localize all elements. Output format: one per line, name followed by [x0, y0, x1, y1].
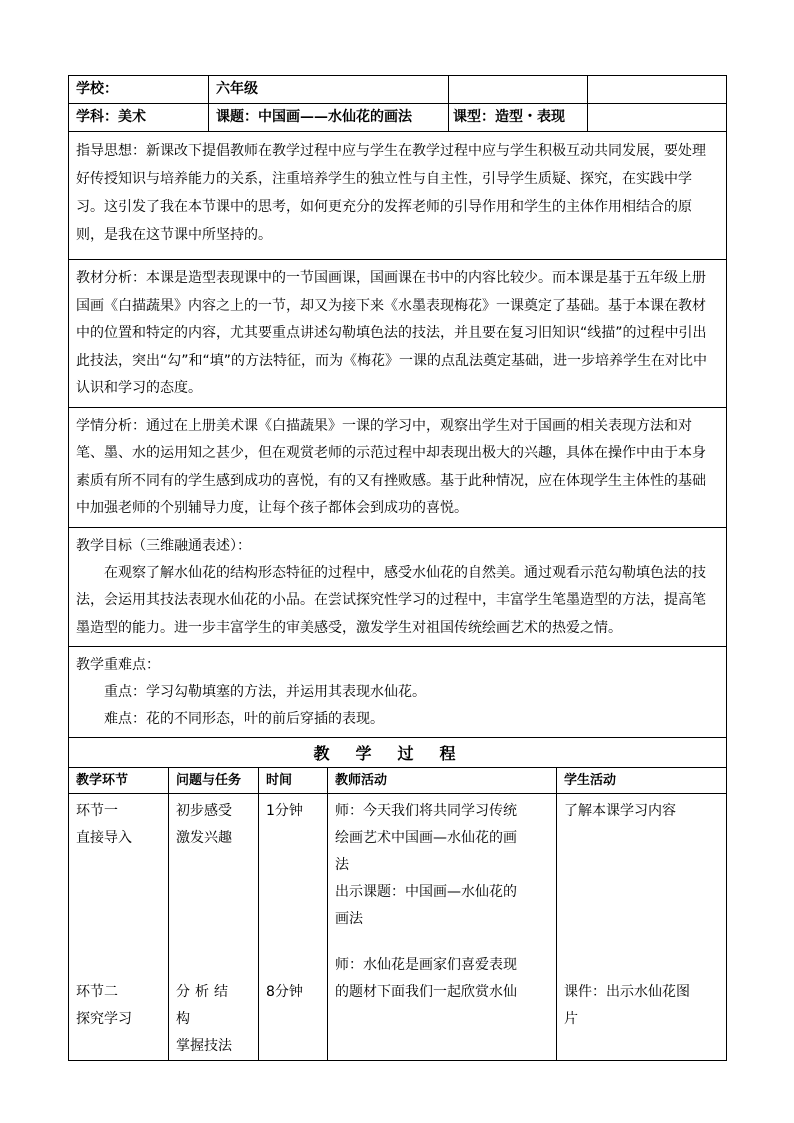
- process-table: [68, 737, 727, 1061]
- empty-cell: [449, 76, 588, 104]
- stage-line: 直接导入: [76, 830, 132, 846]
- key-points-row: [69, 647, 727, 738]
- task-cell: [169, 794, 259, 1061]
- goals-cell: [69, 527, 727, 647]
- difficult-point: 难点：花的不同形态，叶的前后穿插的表现。: [104, 711, 384, 727]
- material-row: [69, 260, 727, 408]
- lesson-type-cell: 课型：造型・表现: [449, 104, 588, 132]
- key-points-cell: [69, 647, 727, 738]
- col-task: 问题与任务: [169, 768, 259, 794]
- key-title: 教学重难点：: [76, 657, 160, 673]
- empty-cell: [588, 76, 727, 104]
- student-line: 课件：出示水仙花图: [564, 984, 690, 1000]
- task-line: 分析结构: [176, 984, 233, 1027]
- teacher-line: 出示课题：中国画—水仙花的: [335, 884, 517, 900]
- stage-cell: [69, 794, 169, 1061]
- process-header-row: [69, 768, 727, 794]
- teacher-line: 绘画艺术中国画—水仙花的画: [335, 830, 517, 846]
- process-row: [69, 794, 727, 1061]
- goals-row: [69, 527, 727, 647]
- guiding-text: 指导思想：新课改下提倡教师在教学过程中应与学生在教学过程中应与学生积极互动共同发展，要处理好传授知识与培养能力的关系，注重培养学生的独立性与自主性，引导学生质疑、探究，在实践中学习。这引发了我在本节课中的思考，如何更充分的发挥老师的引导作用和学生的主体作用相结合的原则，是我在这节课中所坚持的。: [76, 143, 706, 243]
- lesson-plan-table: [68, 75, 727, 738]
- material-cell: [69, 260, 727, 408]
- stage-line: 探究学习: [76, 1011, 132, 1027]
- task-line: 掌握技法: [176, 1038, 232, 1054]
- header-row-1: [69, 76, 727, 104]
- student-cell: [557, 794, 727, 1061]
- student-line: 片: [564, 1011, 578, 1027]
- task-line: 激发兴趣: [176, 830, 232, 846]
- guiding-row: [69, 132, 727, 260]
- task-line: 初步感受: [176, 803, 232, 819]
- col-time: 时间: [259, 768, 328, 794]
- col-teacher: 教师活动: [328, 768, 557, 794]
- guiding-cell: [69, 132, 727, 260]
- process-title: 教学过程: [69, 738, 727, 768]
- time-cell: [259, 794, 328, 1061]
- goals-body: 在观察了解水仙花的结构形态特征的过程中，感受水仙花的自然美。通过观看示范勾勒填色法的技法，会运用其技法表现水仙花的小品。在尝试探究性学习的过程中，丰富学生笔墨造型的方法，提高笔墨造型的能力。进一步丰富学生的审美感受，激发学生对祖国传统绘画艺术的热爱之情。: [76, 564, 706, 636]
- students-cell: [69, 407, 727, 527]
- time-value: 8分钟: [266, 984, 303, 1000]
- teacher-line: 法: [335, 857, 349, 873]
- teacher-line: 画法: [335, 911, 363, 927]
- stage-line: 环节一: [76, 803, 118, 819]
- teacher-line: 的题材下面我们一起欣赏水仙: [335, 984, 517, 1000]
- topic-cell: 课题：中国画——水仙花的画法: [209, 104, 449, 132]
- time-value: 1分钟: [266, 803, 303, 819]
- subject-cell: 学科：美术: [69, 104, 209, 132]
- student-line: 了解本课学习内容: [564, 803, 676, 819]
- key-point: 重点：学习勾勒填塞的方法，并运用其表现水仙花。: [104, 684, 426, 700]
- material-text: 教材分析：本课是造型表现课中的一节国画课，国画课在书中的内容比较少。而本课是基于五年级上册国画《白描蔬果》内容之上的一节，却又为接下来《水墨表现梅花》一课奠定了基础。基于本课在教材中的位置和特定的内容，尤其要重点讲述勾勒填色法的技法，并且要在复习旧知识“线描”的过程中引出此技法，突出“勾”和“填”的方法特征，而为《梅花》一课的点乱法奠定基础，进一步培养学生在对比中认识和学习的态度。: [76, 270, 708, 396]
- students-row: [69, 407, 727, 527]
- col-student: 学生活动: [557, 768, 727, 794]
- school-label: 学校：: [69, 76, 209, 104]
- teacher-cell: [328, 794, 557, 1061]
- lesson-plan-page: [68, 75, 726, 1061]
- header-row-2: [69, 104, 727, 132]
- empty-cell: [588, 104, 727, 132]
- process-title-row: [69, 738, 727, 768]
- stage-line: 环节二: [76, 984, 118, 1000]
- teacher-line: 师：水仙花是画家们喜爱表现: [335, 957, 517, 973]
- grade-cell: 六年级: [209, 76, 449, 104]
- goals-title: 教学目标（三维融通表述）：: [76, 537, 251, 554]
- students-text: 学情分析：通过在上册美术课《白描蔬果》一课的学习中，观察出学生对于国画的相关表现方法和对笔、墨、水的运用知之甚少，但在观赏老师的示范过程中却表现出极大的兴趣，具体在操作中由于本身素质有所不同有的学生感到成功的喜悦，有的又有挫败感。基于此种情况，应在体现学生主体性的基础中加强老师的个别辅导力度，让每个孩子都体会到成功的喜悦。: [76, 417, 706, 516]
- col-stage: 教学环节: [69, 768, 169, 794]
- teacher-line: 师：今天我们将共同学习传统: [335, 803, 517, 819]
